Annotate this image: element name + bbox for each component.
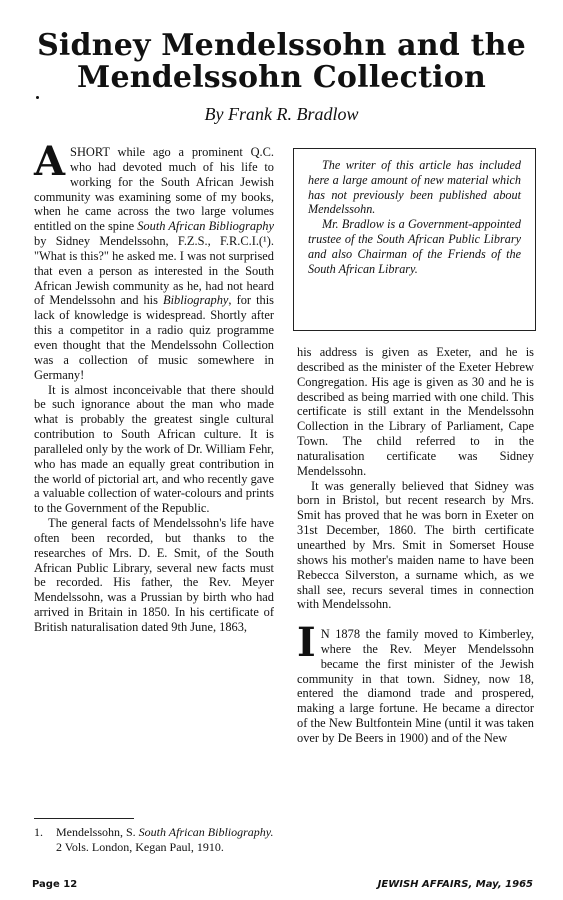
footnote-number: 1. (34, 825, 43, 839)
paragraph-4: his address is given as Exeter, and he is described as the minister of the Exeter Hebrew Congregation. His age is given as 30 and he is described as being married with one child. This certificate is still extant in the Mendelssohn Collection in the Library of Parliament, Cape Town. The child referred to in the naturalisation certificate was Sidney Mendelssohn. (297, 345, 534, 478)
drop-cap-a: A (34, 138, 66, 185)
body-column-left (34, 138, 274, 635)
drop-cap-i: I (297, 619, 316, 666)
footnote-text: Mendelssohn, S. South African Bibliography. 2 Vols. London, Kegan Paul, 1910. (56, 825, 274, 854)
editor-note-1: The writer of this article has included here a large amount of new material which has not previously been published about Mendelssohn. (308, 158, 521, 217)
ink-dot (36, 96, 39, 99)
byline: By Frank R. Bradlow (204, 104, 359, 124)
paragraph-3: The general facts of Mendelssohn's life have often been recorded, but thanks to the researches of Mrs. D. E. Smit, of the South African Public Library, several new facts must be recorded. His father, the Rev. Meyer Mendelssohn, was a Prussian by birth who had arrived in Britain in 1850. In his certificate of British naturalisation dated 9th June, 1863, (34, 516, 274, 634)
title-line-2: Mendelssohn Collection (77, 60, 486, 95)
journal-name: JEWISH AFFAIRS, May, 1965 (377, 879, 533, 890)
editor-note-2: Mr. Bradlow is a Government-appointed trustee of the South African Public Library and also Chairman of the Friends of the South African Library. (308, 217, 521, 276)
editor-note-box (293, 148, 536, 331)
paragraph-6: I N 1878 the family moved to Kimberley, where the Rev. Meyer Mendelssohn became the first minister of the Jewish community in that town. Sidney, now 18, entered the diamond trade and prospered, making a large fortune. He became a director of the New Bultfontein Mine (until it was taken over by De Beers in 1900) and of the New (297, 619, 534, 745)
paragraph-1: ASHORT while ago a prominent Q.C. who had devoted much of his life to working for the South African Jewish community was examining some of my books, when he came across the two large volumes entitled on the spine South African Bibliography by Sidney Mendelssohn, F.Z.S., F.R.C.I.(¹). "What is this?" he asked me. I was not surprised that even a person as interested in the South African Jewish community as he, had not heard of Mendelssohn and his Bibliography, for this lack of knowledge is widespread. Shortly after this a competitor in a radio quiz programme even thought that the Mendelssohn Collection was a collection of music somewhere in Germany! (34, 138, 274, 382)
article-title (0, 30, 563, 94)
paragraph-2: It is almost inconceivable that there should be such ignorance about the man who made what is probably the greatest single cultural contribution to South African culture. It is paralleled only by the work of Dr. William Fehr, who has made an equally great contribution in the world of pictorial art, and who recently gave a valuable collection of water-colours and prints to the Government of the Republic. (34, 382, 274, 516)
page-number: Page 12 (32, 879, 78, 890)
footnote (34, 825, 274, 854)
body-column-right-lower (297, 619, 534, 746)
body-column-right-upper (297, 345, 534, 612)
footnote-rule (34, 818, 134, 819)
title-line-1: Sidney Mendelssohn and the (37, 28, 526, 63)
paragraph-5: It was generally believed that Sidney was born in Bristol, but recent research by Mrs. Smit has proved that he was born in Exeter on 31st December, 1860. The birth certificate unearthed by Mrs. Smit in Somerset House shows his mother's maiden name to have been Rebecca Silverston, a surname which, as we shall see, recurs several times in connection with Mendelssohn. (297, 478, 534, 612)
